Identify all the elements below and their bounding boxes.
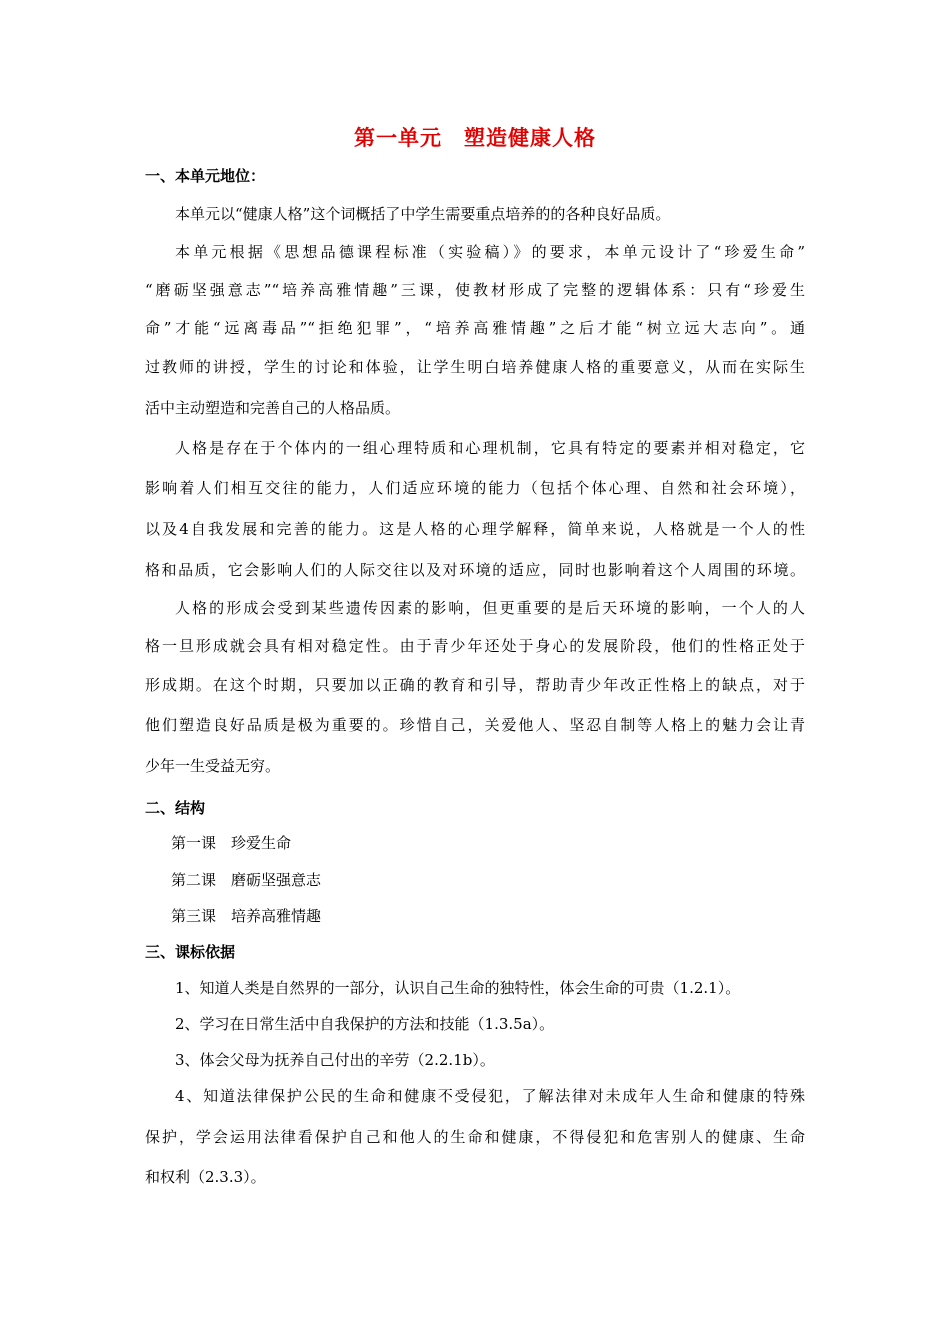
section-heading-position: 一、本单元地位：: [145, 167, 266, 185]
standard-item: 4、知道法律保护公民的生命和健康不受侵犯，了解法律对未成年人生命和健康的特殊: [175, 1087, 805, 1105]
paragraph-line: 本单元根据《思想品德课程标准（实验稿）》的要求，本单元设计了“珍爱生命”: [175, 243, 805, 261]
page-title: 第一单元 塑造健康人格: [354, 126, 596, 150]
paragraph-line: 形成期。在这个时期，只要加以正确的教育和引导，帮助青少年改正性格上的缺点，对于: [145, 676, 805, 694]
paragraph-line: 格一旦形成就会具有相对稳定性。由于青少年还处于身心的发展阶段，他们的性格正处于: [145, 637, 805, 655]
standard-item: 2、学习在日常生活中自我保护的方法和技能（1.3.5a）。: [175, 1015, 555, 1033]
standard-item: 1、知道人类是自然界的一部分，认识自己生命的独特性，体会生命的可贵（1.2.1）。: [175, 979, 741, 997]
paragraph-line: 影响着人们相互交往的能力，人们适应环境的能力（包括个体心理、自然和社会环境），: [145, 479, 805, 497]
standard-item-continued: 保护，学会运用法律看保护自己和他人的生命和健康，不得侵犯和危害别人的健康、生命: [145, 1128, 805, 1146]
section-heading-structure: 二、结构: [145, 799, 206, 817]
paragraph-line: 人格的形成会受到某些遗传因素的影响，但更重要的是后天环境的影响，一个人的人: [175, 599, 805, 617]
standard-item: 3、体会父母为抚养自己付出的辛劳（2.2.1b）。: [175, 1051, 495, 1069]
paragraph-line: 他们塑造良好品质是极为重要的。珍惜自己，关爱他人、坚忍自制等人格上的魅力会让青: [145, 716, 805, 734]
lesson-item: 第三课 培养高雅情趣: [171, 907, 322, 925]
lesson-item: 第一课 珍爱生命: [171, 834, 292, 852]
section-heading-standards: 三、课标依据: [145, 943, 236, 961]
paragraph-line: 人格是存在于个体内的一组心理特质和心理机制，它具有特定的要素并相对稳定，它: [175, 439, 805, 457]
paragraph-line: 命”才能“远离毒品”“拒绝犯罪”，“培养高雅情趣”之后才能“树立远大志向”。通: [145, 319, 805, 337]
paragraph-line: 过教师的讲授，学生的讨论和体验，让学生明白培养健康人格的重要意义，从而在实际生: [145, 358, 805, 376]
paragraph-line: 活中主动塑造和完善自己的人格品质。: [145, 399, 401, 417]
lesson-item: 第二课 磨砺坚强意志: [171, 871, 322, 889]
standard-item-continued: 和权利（2.3.3）。: [145, 1168, 266, 1186]
paragraph-line: “磨砺坚强意志”“培养高雅情趣”三课，使教材形成了完整的逻辑体系：只有“珍爱生: [145, 281, 805, 299]
paragraph-line: 以及4自我发展和完善的能力。这是人格的心理学解释，简单来说，人格就是一个人的性: [145, 520, 805, 538]
paragraph-line: 本单元以“健康人格”这个词概括了中学生需要重点培养的的各种良好品质。: [175, 205, 671, 223]
paragraph-line: 格和品质，它会影响人们的人际交往以及对环境的适应，同时也影响着这个人周围的环境。: [145, 561, 805, 579]
paragraph-line: 少年一生受益无穷。: [145, 757, 281, 775]
